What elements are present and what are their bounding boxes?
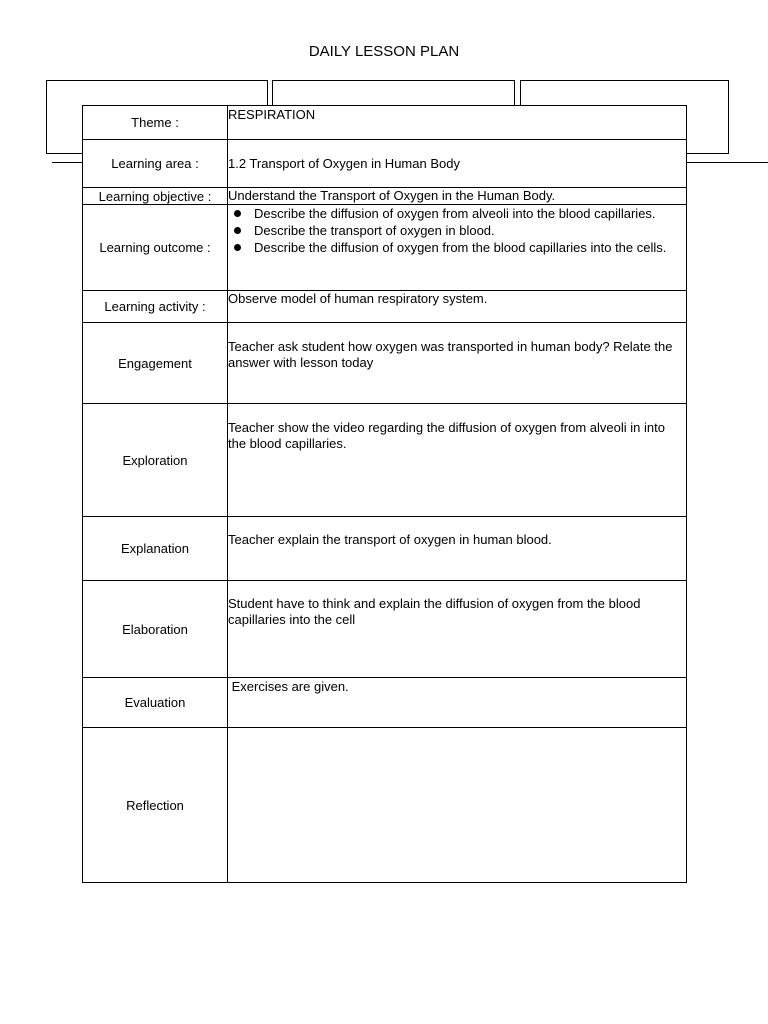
elaboration-label: Elaboration [83, 581, 228, 678]
explanation-value: Teacher explain the transport of oxygen in human blood. [228, 517, 687, 581]
exploration-label: Exploration [83, 404, 228, 517]
bullet-icon [234, 244, 241, 251]
lesson-plan-table [82, 105, 687, 883]
elaboration-value: Student have to think and explain the diffusion of oxygen from the blood capillaries into the cell [228, 581, 687, 678]
learning-area-label: Learning area : [83, 140, 228, 188]
row-exploration [83, 404, 687, 517]
row-explanation [83, 517, 687, 581]
learning-area-value: 1.2 Transport of Oxygen in Human Body [228, 140, 687, 188]
engagement-value: Teacher ask student how oxygen was transported in human body? Relate the answer with lesson today [228, 323, 687, 404]
learning-activity-label: Learning activity : [83, 291, 228, 323]
header-rule-left [52, 162, 82, 163]
learning-outcome-list [228, 205, 686, 256]
evaluation-value: Exercises are given. [228, 678, 687, 728]
row-evaluation [83, 678, 687, 728]
row-elaboration [83, 581, 687, 678]
learning-outcome-item: Describe the diffusion of oxygen from alveoli into the blood capillaries. [228, 205, 686, 222]
learning-outcome-item: Describe the transport of oxygen in blood. [228, 222, 686, 239]
reflection-value [228, 728, 687, 883]
engagement-label: Engagement [83, 323, 228, 404]
learning-outcome-item: Describe the diffusion of oxygen from the blood capillaries into the cells. [228, 239, 686, 256]
learning-outcome-label: Learning outcome : [83, 205, 228, 291]
learning-outcome-value [228, 205, 687, 291]
header-rule-right [687, 162, 768, 163]
evaluation-label: Evaluation [83, 678, 228, 728]
explanation-label: Explanation [83, 517, 228, 581]
row-reflection [83, 728, 687, 883]
bullet-icon [234, 227, 241, 234]
row-learning-activity [83, 291, 687, 323]
learning-objective-value: Understand the Transport of Oxygen in the Human Body. [228, 188, 687, 205]
learning-objective-label: Learning objective : [83, 188, 228, 205]
reflection-label: Reflection [83, 728, 228, 883]
row-learning-objective [83, 188, 687, 205]
theme-label: Theme : [83, 106, 228, 140]
row-engagement [83, 323, 687, 404]
theme-value: RESPIRATION [228, 106, 687, 140]
bullet-icon [234, 210, 241, 217]
learning-activity-value: Observe model of human respiratory system. [228, 291, 687, 323]
row-learning-outcome [83, 205, 687, 291]
page-title: DAILY LESSON PLAN [308, 43, 460, 60]
row-theme [83, 106, 687, 140]
row-learning-area [83, 140, 687, 188]
exploration-value: Teacher show the video regarding the diffusion of oxygen from alveoli in into the blood capillaries. [228, 404, 687, 517]
